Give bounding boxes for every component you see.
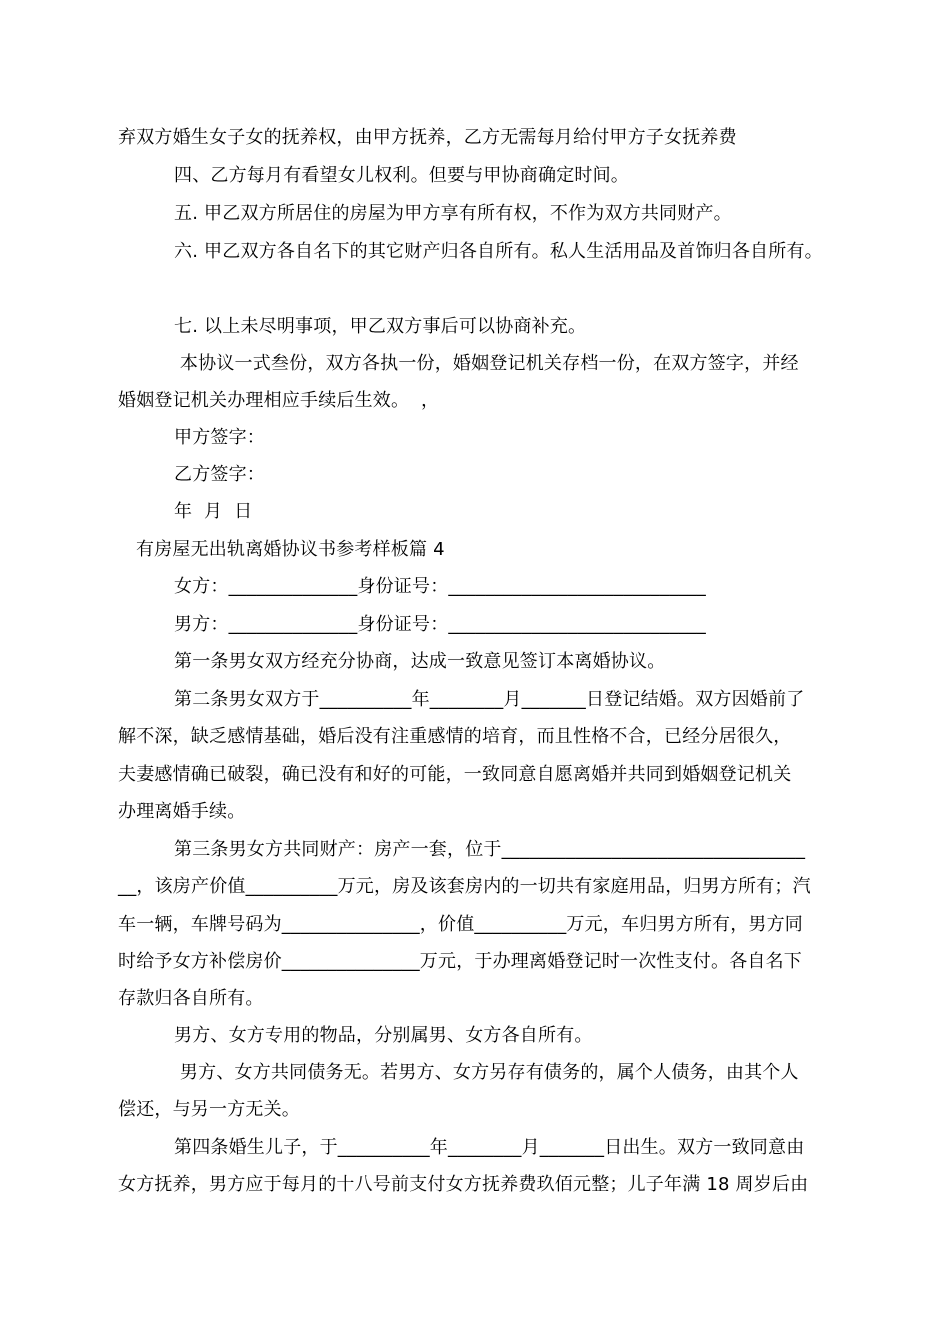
text-line: 偿还，与另一方无关。 xyxy=(118,1099,300,1120)
article-two: 第二条男女双方于__________年________月_______日登记结婚。双方因婚前了 xyxy=(174,689,805,710)
text-line: 男方、女方专用的物品，分别属男、女方各自所有。 xyxy=(174,1025,593,1046)
article-four: 第四条婚生儿子，于__________年________月_______日出生。双方一致同意由 xyxy=(174,1137,805,1158)
text-line: 婚姻登记机关办理相应手续后生效。 ， xyxy=(118,390,440,411)
party-a-signature: 甲方签字： xyxy=(174,427,265,448)
text-line: 车一辆，车牌号码为_______________，价值__________万元，车归男方所有，男方同 xyxy=(118,914,803,935)
text-line: 存款归各自所有。 xyxy=(118,988,264,1009)
article-one: 第一条男女双方经充分协商，达成一致意见签订本离婚协议。 xyxy=(174,651,666,672)
party-b-signature: 乙方签字： xyxy=(174,464,265,485)
article-three: 第三条男女方共同财产：房产一套，位于_________________________________ xyxy=(174,839,806,860)
text-line: 弃双方婚生女子女的抚养权，由甲方抚养，乙方无需每月给付甲方子女抚养费 xyxy=(118,127,737,148)
text-line: 男方、女方共同债务无。若男方、女方另存有债务的，属个人债务，由其个人 xyxy=(174,1062,799,1083)
section-title: 有房屋无出轨离婚协议书参考样板篇 4 xyxy=(136,539,445,560)
text-line: 夫妻感情确已破裂，确已没有和好的可能，一致同意自愿离婚并共同到婚姻登记机关 xyxy=(118,764,792,785)
clause-five: 五. 甲乙双方所居住的房屋为甲方享有所有权，不作为双方共同财产。 xyxy=(174,203,732,224)
clause-six: 六. 甲乙双方各自名下的其它财产归各自所有。私人生活用品及首饰归各自所有。 xyxy=(174,241,823,262)
text-line: 解不深，缺乏感情基础，婚后没有注重感情的培育，而且性格不合，已经分居很久， xyxy=(118,726,792,747)
male-party-line: 男方：______________身份证号：____________________________ xyxy=(174,614,706,635)
date-line: 年 月 日 xyxy=(174,501,253,522)
female-party-line: 女方：______________身份证号：____________________________ xyxy=(174,576,706,597)
text-line: 办理离婚手续。 xyxy=(118,801,246,822)
text-line: 本协议一式叁份，双方各执一份，婚姻登记机关存档一份，在双方签字，并经 xyxy=(174,353,799,374)
clause-seven: 七. 以上未尽明事项，甲乙双方事后可以协商补充。 xyxy=(174,316,587,337)
text-line: __，该房产价值__________万元，房及该套房内的一切共有家庭用品，归男方所有；汽 xyxy=(118,876,811,897)
text-line: 时给予女方补偿房价_______________万元，于办理离婚登记时一次性支付。各自名下 xyxy=(118,951,802,972)
clause-four: 四、乙方每月有看望女儿权利。但要与甲协商确定时间。 xyxy=(174,165,629,186)
text-line: 女方抚养，男方应于每月的十八号前支付女方抚养费玖佰元整；儿子年满 18 周岁后由 xyxy=(118,1174,809,1195)
